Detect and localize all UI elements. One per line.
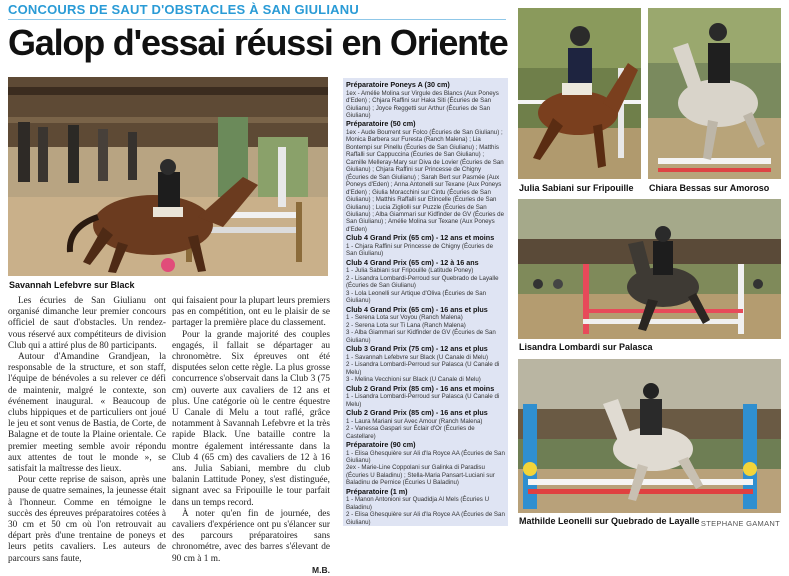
results-entry: 2 - Elisa Ghesquière sur Ali d'la Royce AA (Écuries de San Giulianu)	[346, 511, 505, 526]
photo-julia	[518, 8, 641, 179]
results-section-title: Préparatoire (1 m)	[346, 486, 408, 496]
photo-lisandra	[518, 199, 781, 339]
main-photo	[8, 77, 328, 276]
article-column-1	[8, 296, 166, 565]
article-kicker: CONCOURS DE SAUT D'OBSTACLES À SAN GIULIANU	[8, 2, 359, 17]
paragraph: Pour cette reprise de saison, après une pause de quatre semaines, la jeunesse était à l'honneur. Comme en témoigne le succès des épreuves préparatoires cotées à 30 cm et 50 cm où l'on retrouvait au départ près d'une trentaine de poneys et leurs petits cavaliers. Les auteurs de parcours sans faute,	[8, 475, 166, 564]
photo-chiara	[648, 8, 781, 179]
paragraph: Pour la grande majorité des couples engagés, il fallait se départager au chronomètre. Six épreuves ont été disputées selon cette règle. La plus grosse concurrence s'observait dans la Club 3 (75 cm) ouverte aux cavaliers de 12 ans et plus. Une catégorie où le centre équestre U Canale di Melu a tout raflé, grâce notamment à Savannah Lefebvre et la très rapide Black. Une bataille contre la montre également intéressante dans la Club 4 (65 cm) des cavaliers de 12 à 16 ans. Julia Sabiani, membre du club balanin Lattitude Poney, s'est distinguée, signant avec sa Fripouille le tour parfait dans un temps record.	[172, 329, 330, 508]
paragraph: qui faisaient pour la plupart leurs premiers pas en compétition, ont eu le plaisir de se partager la première place du classement.	[172, 296, 330, 329]
results-section-title: Club 3 Grand Prix (75 cm) - 12 ans et plus	[346, 344, 488, 354]
results-entry: 1 - Savannah Lefebvre sur Black (U Canale di Melu)	[346, 353, 488, 361]
results-entry: 3 - Alba Giammari sur Kidfinder de GV (Écuries de San Giulianu)	[346, 329, 496, 344]
caption-lisandra: Lisandra Lombardi sur Palasca	[519, 342, 653, 352]
caption-main: Savannah Lefebvre sur Black	[9, 280, 135, 290]
results-entry: 3 - Melina Vecchioni sur Black (U Canale di Melu)	[346, 376, 481, 384]
results-section-title: Club 4 Grand Prix (65 cm) - 12 ans et moins	[346, 233, 495, 243]
results-section-title: Préparatoire Poneys A (30 cm)	[346, 80, 450, 89]
caption-chiara: Chiara Bessas sur Amoroso	[649, 183, 770, 193]
photo-mathilde	[518, 359, 781, 513]
kicker-rule	[8, 19, 506, 20]
results-section-title: Club 4 Grand Prix (65 cm) - 16 ans et plus	[346, 304, 488, 314]
author-signature: M.B.	[312, 564, 330, 575]
results-entry: 3 - Lola Leonelli sur Artique d'Oliva (Écuries de San Giulianu)	[346, 289, 487, 305]
photo-credit: STEPHANE GAMANT	[700, 519, 780, 528]
results-section-title: Club 4 Grand Prix (65 cm) - 12 à 16 ans	[346, 257, 479, 267]
results-entry: 1 - Serena Lota sur Voyou (Ranch Malena)	[346, 314, 463, 322]
results-entry: 1 - Lisandra Lombardi-Perroud sur Palasca (U Canale di Melu)	[346, 393, 500, 408]
paragraph: Autour d'Amandine Grandjean, la responsable de la structure, et son staff, l'équipe de bénévoles a su relever ce défi de maintenir, malgré le contexte, son événement inaugural. « Beaucoup de clubs hippiques et de particuliers ont joué le jeu et sont venus de Bastia, de Corte, de Balagne et de toute la Plaine orientale. Ce premier meeting semble avoir répondu aux attentes de tout le monde », se satisfait la maîtresse des lieux.	[8, 352, 166, 475]
results-entry: 2ex - Marie-Line Coppolani sur Galinka di Paradisu (Écuries U Baladinu) ; Stella-Maria Pansart-Luciani sur Baladinu de Pernice (Écuries U Baladinu)	[346, 464, 495, 487]
results-section-title: Préparatoire (50 cm)	[346, 119, 416, 129]
results-entry: 2 - Lisandra Lombardi-Perroud sur Quebrado de Layalle (Écuries de San Giulianu)	[346, 274, 499, 290]
article-column-2	[172, 296, 330, 576]
results-section-title: Préparatoire (90 cm)	[346, 439, 416, 449]
caption-mathilde: Mathilde Leonelli sur Quebrado de Layalle	[519, 516, 700, 526]
results-entry: 1 - Elisa Ghesquière sur Ali d'la Royce AA (Écuries de San Giulianu)	[346, 449, 505, 465]
results-entry: 1 - Julia Sabiani sur Fripouille (Latitude Poney)	[346, 267, 474, 275]
results-entry: 1 - Manon Antonioni sur Quadidja Al Mels (Écuries U Baladinu)	[346, 496, 490, 511]
results-entry: 1 - Laura Mariani sur Avec Amour (Ranch Malena)	[346, 417, 483, 425]
results-section-title: Club 2 Grand Prix (85 cm) - 16 ans et moins	[346, 383, 495, 393]
results-box	[343, 78, 508, 526]
results-entry: 1ex - Amélie Molina sur Virgule des Blancs (Aux Poneys d'Eden) ; Chjara Raffini sur Haka Siti (Écuries de San Giulianu) ; Joyce Reggetti sur Arthur (Écuries de San Giulianu)	[346, 89, 499, 119]
paragraph: Les écuries de San Giulianu ont organisé dimanche leur premier concours officiel de saut d'obstacles. Un rendez-vous réservé aux compétiteurs de division Club qui a attiré plus de 80 participants.	[8, 296, 166, 351]
results-entry: 2 - Vanessa Gaspari sur Éclair d'Or (Écuries de Castellare)	[346, 425, 475, 440]
paragraph: À noter qu'en fin de journée, des cavaliers d'expérience ont pu s'élancer sur des parcours préparatoires sans chronométre, avec des barres s'élevant de 90 cm à 1 m.	[172, 508, 330, 564]
results-entry: 2 - Serena Lota sur Ti Lana (Ranch Malena)	[346, 321, 466, 329]
article-headline: Galop d'essai réussi en Oriente	[8, 22, 508, 63]
results-entry: 1 - Chjara Raffini sur Princesse de Chigny (Écuries de San Giulianu)	[346, 242, 493, 258]
results-entry: 1ex - Aude Bourrent sur Folco (Écuries de San Giulianu) ; Monica Barbera sur Furesta (Ranch Malena) ; Lia Bontempi sur Pinellu (Écuries de San Giulianu) ; Matthis Raffalli sur Cappuccina (Écuries de San Giulianu) ; Camille Melleray-Mary sur Diva de Lovier (Écuries de San Giulianu) ; Chjara Raffini sur Princesse de Chigny (Écuries de San Giulianu) ; Sarah Bert sur Pasmée (Aux Poneys d'Eden) ; Anna Antonelli sur Texane (Aux Poneys d'Eden) ; Giulia Moracchini sur Cintu (Écuries de San Giulianu) ; Matthis Raffalli sur Etincelle (Écuries de San Giulianu) ; Lucia Zigliolli sur Puzzle (Écuries de San Giulianu) ; Alba Giammari sur Kidfinder de GV (Écuries de San Giulianu) ; Amélie Molina sur Texane (Aux Poneys d'Eden)	[346, 129, 505, 233]
caption-julia: Julia Sabiani sur Fripouille	[519, 183, 634, 193]
results-entry: 2 - Lisandra Lombardi-Perroud sur Palasca (U Canale di Melu)	[346, 361, 500, 376]
results-section-title: Club 2 Grand Prix (85 cm) - 16 ans et plus	[346, 408, 488, 418]
